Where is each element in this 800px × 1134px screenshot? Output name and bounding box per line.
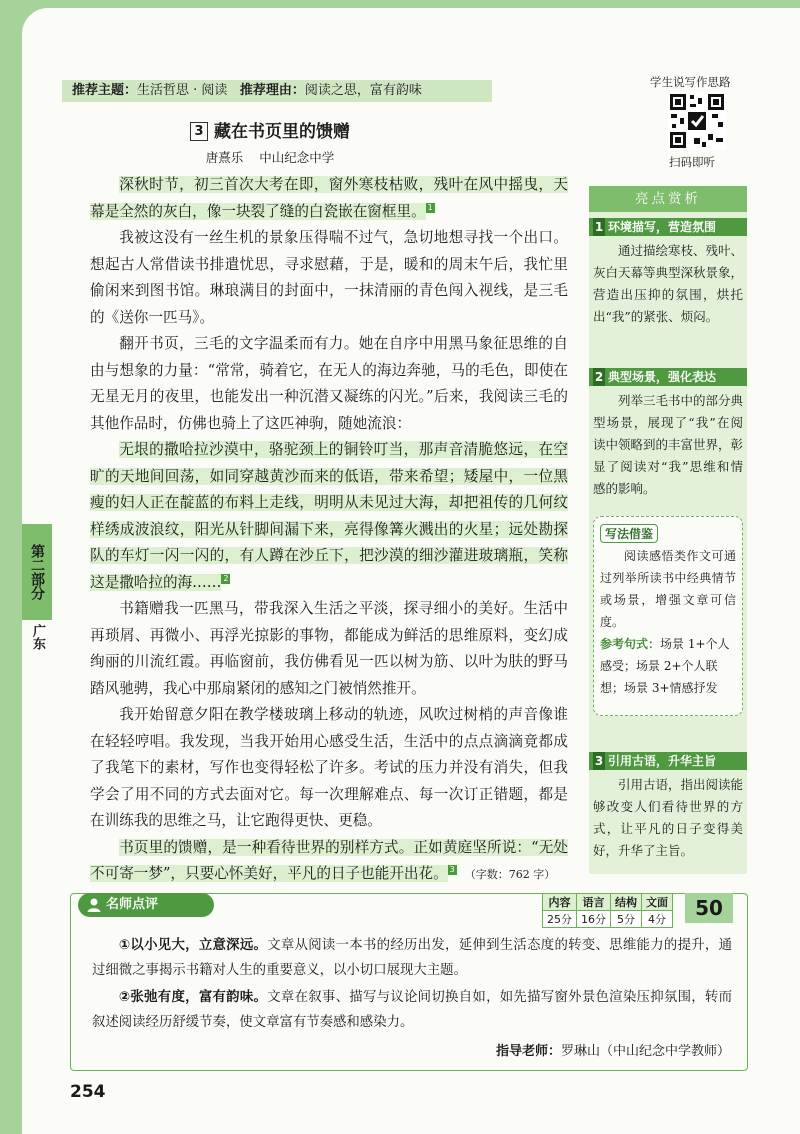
score-header: 内容 — [543, 894, 577, 911]
word-count: （字数：762 字） — [464, 868, 556, 881]
teacher-icon — [86, 897, 102, 913]
teacher-credit: 指导老师：罗琳山（中山纪念中学教师） — [495, 1044, 730, 1059]
qr-code-icon[interactable] — [668, 92, 726, 150]
writing-tip-box — [593, 516, 743, 716]
sidebar-section-title: 2 典型场景，强化表达 — [589, 368, 747, 386]
essay-body — [90, 172, 568, 889]
region-label: 广东 — [30, 624, 45, 650]
essay-number: 3 — [190, 122, 208, 141]
topic-value: 生活哲思 · 阅读 — [137, 83, 228, 98]
sidebar-section-3 — [589, 752, 747, 862]
essay-paragraph: 无垠的撒哈拉沙漠中，骆驼颈上的铜铃叮当，那声音清脆悠远，在空旷的天地间回荡，如同穿越黄沙而来的低语，带来希望；矮屋中，一位黑瘦的妇人正在靛蓝的布料上走线，明明从未见过大海，却把祖传的几何纹样绣成波浪纹，阳光从针脚间漏下来，亮得像篝火溅出的火星；远处勘探队的车灯一闪一闪的，有人蹲在沙丘下，把沙漠的细沙灌进玻璃瓶，笑称这是撒哈拉的海…… 2 — [90, 441, 568, 591]
essay-byline — [0, 148, 540, 166]
author-name: 唐熹乐 — [205, 150, 244, 165]
score-table — [542, 893, 673, 928]
reason-label: 推荐理由： — [239, 83, 305, 98]
score-value: 5分 — [611, 911, 642, 928]
essay-paragraph: 书页里的馈赠，是一种看待世界的别样方式。正如黄庭坚所说：“无处不可寄一梦”，只要心怀美好，平凡的日子也能开出花。 3 （字数：762 字） — [90, 838, 568, 882]
essay-paragraph: 深秋时节，初三首次大考在即，窗外寒枝枯败，残叶在风中摇曳，天幕是全然的灰白，像一块裂了缝的白瓷嵌在窗框里。 1 — [90, 176, 568, 220]
sidebar-section-2 — [589, 368, 747, 500]
recommend-bar — [62, 80, 492, 102]
review-point-1: ①以小见大，立意深远。文章从阅读一本书的经历出发，延伸到生活态度的转变、思维能力的提升，通过细微之事揭示书籍对人生的重要意义，以小切口展现大主题。 — [92, 938, 733, 978]
review-badge: 名师点评 — [78, 893, 214, 917]
annotation-marker: 2 — [223, 573, 229, 583]
score-total: 50 — [685, 893, 733, 923]
score-value: 4分 — [642, 911, 673, 928]
reason-value: 阅读之思，富有韵味 — [304, 83, 422, 98]
score-header: 语言 — [577, 894, 611, 911]
essay-title — [0, 117, 540, 142]
score-header: 结构 — [611, 894, 642, 911]
essay-paragraph: 书籍赠我一匹黑马，带我深入生活之平淡，探寻细小的美好。生活中再琐屑、再微小、再浮光掠影的事物，都能成为鲜活的思维原料，变幻成绚丽的川流红霞。再临窗前，我仿佛看见一匹以树为筋、以叶为肤的野马踏风驰骋，我心中那扇紧闭的感知之门被悄然推开。 — [90, 600, 568, 697]
sidebar-section-1 — [589, 218, 747, 328]
review-point-2: ②张弛有度，富有韵味。文章在叙事、描写与议论间切换自如，如先描写窗外景色渲染压抑氛围，转而叙述阅读经历舒缓节奏，使文章富有节奏感和感染力。 — [92, 990, 733, 1030]
sidebar-section-title: 1 环境描写，营造氛围 — [589, 218, 747, 236]
page-number: 254 — [70, 1082, 106, 1102]
tip-formula: 参考句式：场景 1+个人感受；场景 2+个人联想；场景 3+情感抒发 — [600, 637, 730, 695]
score-header: 文面 — [642, 894, 673, 911]
essay-paragraph: 我被这没有一丝生机的景象压得喘不过气，急切地想寻找一个出口。想起古人常借读书排遣忧思，寻求慰藉，于是，暖和的周末午后，我忙里偷闲来到图书馆。琳琅满目的封面中，一抹清丽的青色闯入视线，是三毛的《送你一匹马》。 — [90, 229, 568, 326]
topic-label: 推荐主题： — [72, 83, 138, 98]
annotation-marker: 1 — [427, 202, 433, 212]
annotation-marker: 3 — [449, 865, 455, 874]
sidebar-section-text: 列举三毛书中的部分典型场景，展现了“我”在阅读中领略到的丰富世界，彰显了阅读对“我”思维和情感的影响。 — [593, 393, 744, 496]
tip-heading: 写法借鉴 — [600, 524, 658, 543]
sidebar-section-title: 3 引用古语，升华主旨 — [589, 752, 747, 770]
sidebar-section-text: 引用古语，指出阅读能够改变人们看待世界的方式，让平凡的日子变得美好，升华了主旨。 — [593, 777, 744, 858]
part-tab: 第二部分 — [22, 524, 52, 620]
author-school: 中山纪念中学 — [259, 150, 335, 165]
essay-paragraph: 我开始留意夕阳在教学楼玻璃上移动的轨迹，风吹过树梢的声音像谁在轻轻哼唱。我发现，当我开始用心感受生活，生活中的点点滴滴竟都成了我笔下的素材，写作也变得轻松了许多。考试的压力并没有消失，但我学会了用不同的方式去面对它。每一次理解难点、每一次订正错题，都是在训练我的思维之马，让它跑得更快、更稳。 — [90, 706, 568, 829]
tip-text: 阅读感悟类作文可通过列举所读书中经典情节或场景，增强文章可信度。 — [600, 549, 736, 629]
sidebar-section-text: 通过描绘寒枝、残叶、灰白天幕等典型深秋景象，营造出压抑的氛围，烘托出“我”的紧张、烦闷。 — [593, 243, 744, 324]
essay-paragraph: 翻开书页，三毛的文字温柔而有力。她在自序中用黑马象征思维的自由与想象的力量：“常常，骑着它，在无人的海边奔驰，马的毛色，即使在无星无月的夜里，也能发出一种沉潜又凝练的闪光。”后来，我阅读三毛的其他作品时，仿佛也骑上了这匹神驹，随她流浪： — [90, 335, 568, 432]
essay-title-text: 藏在书页里的馈赠 — [214, 122, 350, 142]
score-value: 16分 — [577, 911, 611, 928]
qr-title: 学生说写作思路 — [650, 75, 731, 89]
qr-caption: 扫码即听 — [669, 155, 715, 169]
sidebar-heading: 亮点赏析 — [589, 186, 747, 212]
score-value: 25分 — [543, 911, 577, 928]
